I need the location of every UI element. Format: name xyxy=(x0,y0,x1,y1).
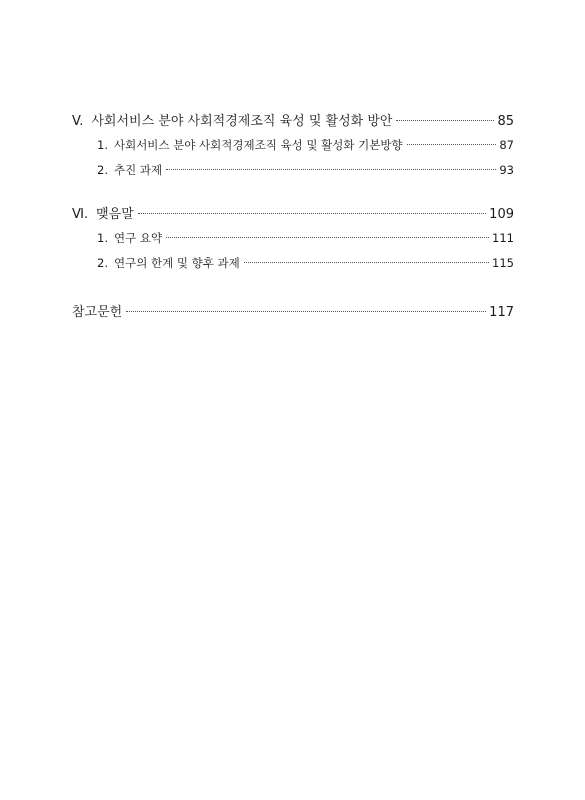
toc-references[interactable] xyxy=(72,303,514,323)
toc-section-title: 연구 요약 xyxy=(113,231,163,245)
toc-section-title: 연구의 한계 및 향후 과제 xyxy=(113,256,240,270)
dot-leader xyxy=(166,237,489,238)
toc-section-6-1[interactable] xyxy=(72,226,514,251)
dot-leader xyxy=(126,311,486,312)
toc-page-number: 85 xyxy=(497,114,514,129)
dot-leader xyxy=(166,169,496,170)
toc-section-6-2[interactable] xyxy=(72,251,514,276)
toc-section-title: 사회서비스 분야 사회적경제조직 육성 및 활성화 기본방향 xyxy=(113,138,403,152)
toc-page-number: 117 xyxy=(489,305,514,320)
toc-section-number: 2. xyxy=(97,256,108,270)
toc-page-number: 111 xyxy=(492,231,514,245)
toc-page-number: 109 xyxy=(489,207,514,222)
dot-leader xyxy=(396,120,494,121)
toc-page-number: 115 xyxy=(492,256,514,270)
toc-section-title: 추진 과제 xyxy=(113,163,163,177)
toc-chapter-title: 맺음말 xyxy=(96,207,134,222)
toc-page-number: 87 xyxy=(499,138,514,152)
toc-section-number: 1. xyxy=(97,138,108,152)
toc-page-number: 93 xyxy=(499,163,514,177)
dot-leader xyxy=(244,262,489,263)
toc-references-title: 참고문헌 xyxy=(72,305,123,320)
toc-chapter-5[interactable] xyxy=(72,112,514,132)
toc-chapter-title: 사회서비스 분야 사회적경제조직 육성 및 활성화 방안 xyxy=(91,114,393,129)
toc-chapter-number: V. xyxy=(72,114,84,129)
toc-chapter-number: Ⅵ. xyxy=(72,207,89,222)
toc-section-number: 1. xyxy=(97,231,108,245)
toc-section-5-2[interactable] xyxy=(72,158,514,183)
table-of-contents xyxy=(72,112,514,323)
toc-section-number: 2. xyxy=(97,163,108,177)
dot-leader xyxy=(407,144,497,145)
toc-chapter-6[interactable] xyxy=(72,205,514,225)
dot-leader xyxy=(138,213,486,214)
toc-section-5-1[interactable] xyxy=(72,133,514,158)
